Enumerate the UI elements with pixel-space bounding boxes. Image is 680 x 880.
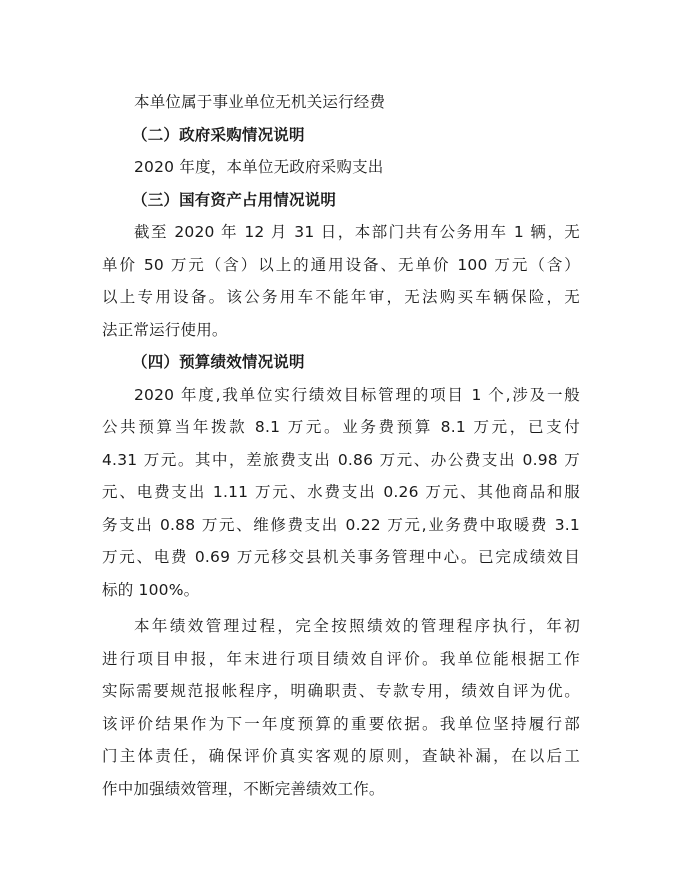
intro-line: 本单位属于事业单位无机关运行经费 [134,93,386,111]
assets-line: 单价 50 万元（含）以上的通用设备、无单价 100 万元（含） [102,255,580,274]
heading-procurement: （二）政府采购情况说明 [132,125,305,144]
assets-line: 截至 2020 年 12 月 31 日，本部门共有公务用车 1 辆，无 [134,223,580,241]
performance-line: 标的 100%。 [102,580,200,599]
performance-line: 公共预算当年拨款 8.1 万元。业务费预算 8.1 万元，已支付 [102,418,580,436]
performance-paragraph [102,379,580,607]
heading-assets: （三）国有资产占用情况说明 [132,190,337,209]
performance-line: 务支出 0.88 万元、维修费支出 0.22 万元,业务费中取暖费 3.1 [102,515,580,534]
process-paragraph [102,610,580,805]
performance-line: 2020 年度,我单位实行绩效目标管理的项目 1 个,涉及一般 [134,385,580,404]
process-line: 作中加强绩效管理，不断完善绩效工作。 [102,779,385,798]
assets-paragraph [102,216,580,346]
assets-line: 法正常运行使用。 [102,320,228,339]
document-page [102,86,580,805]
process-line: 该评价结果作为下一年度预算的重要依据。我单位坚持履行部 [102,714,580,733]
assets-line: 以上专用设备。该公务用车不能年审，无法购买车辆保险，无 [102,288,580,306]
performance-line: 元、电费支出 1.11 万元、水费支出 0.26 万元、其他商品和服 [102,483,580,501]
process-line: 本年绩效管理过程，完全按照绩效的管理程序执行，年初 [134,617,580,635]
process-line: 实际需要规范报帐程序，明确职责、专款专用，绩效自评为优。 [102,682,580,700]
performance-line: 万元、电费 0.69 万元移交县机关事务管理中心。已完成绩效目 [102,548,580,566]
process-line: 门主体责任，确保评价真实客观的原则，查缺补漏，在以后工 [102,747,580,765]
procurement-line: 2020 年度，本单位无政府采购支出 [134,158,384,176]
heading-performance: （四）预算绩效情况说明 [132,353,305,371]
performance-line: 4.31 万元。其中，差旅费支出 0.86 万元、办公费支出 0.98 万 [102,450,580,469]
process-line: 进行项目申报，年末进行项目绩效自评价。我单位能根据工作 [102,649,580,668]
